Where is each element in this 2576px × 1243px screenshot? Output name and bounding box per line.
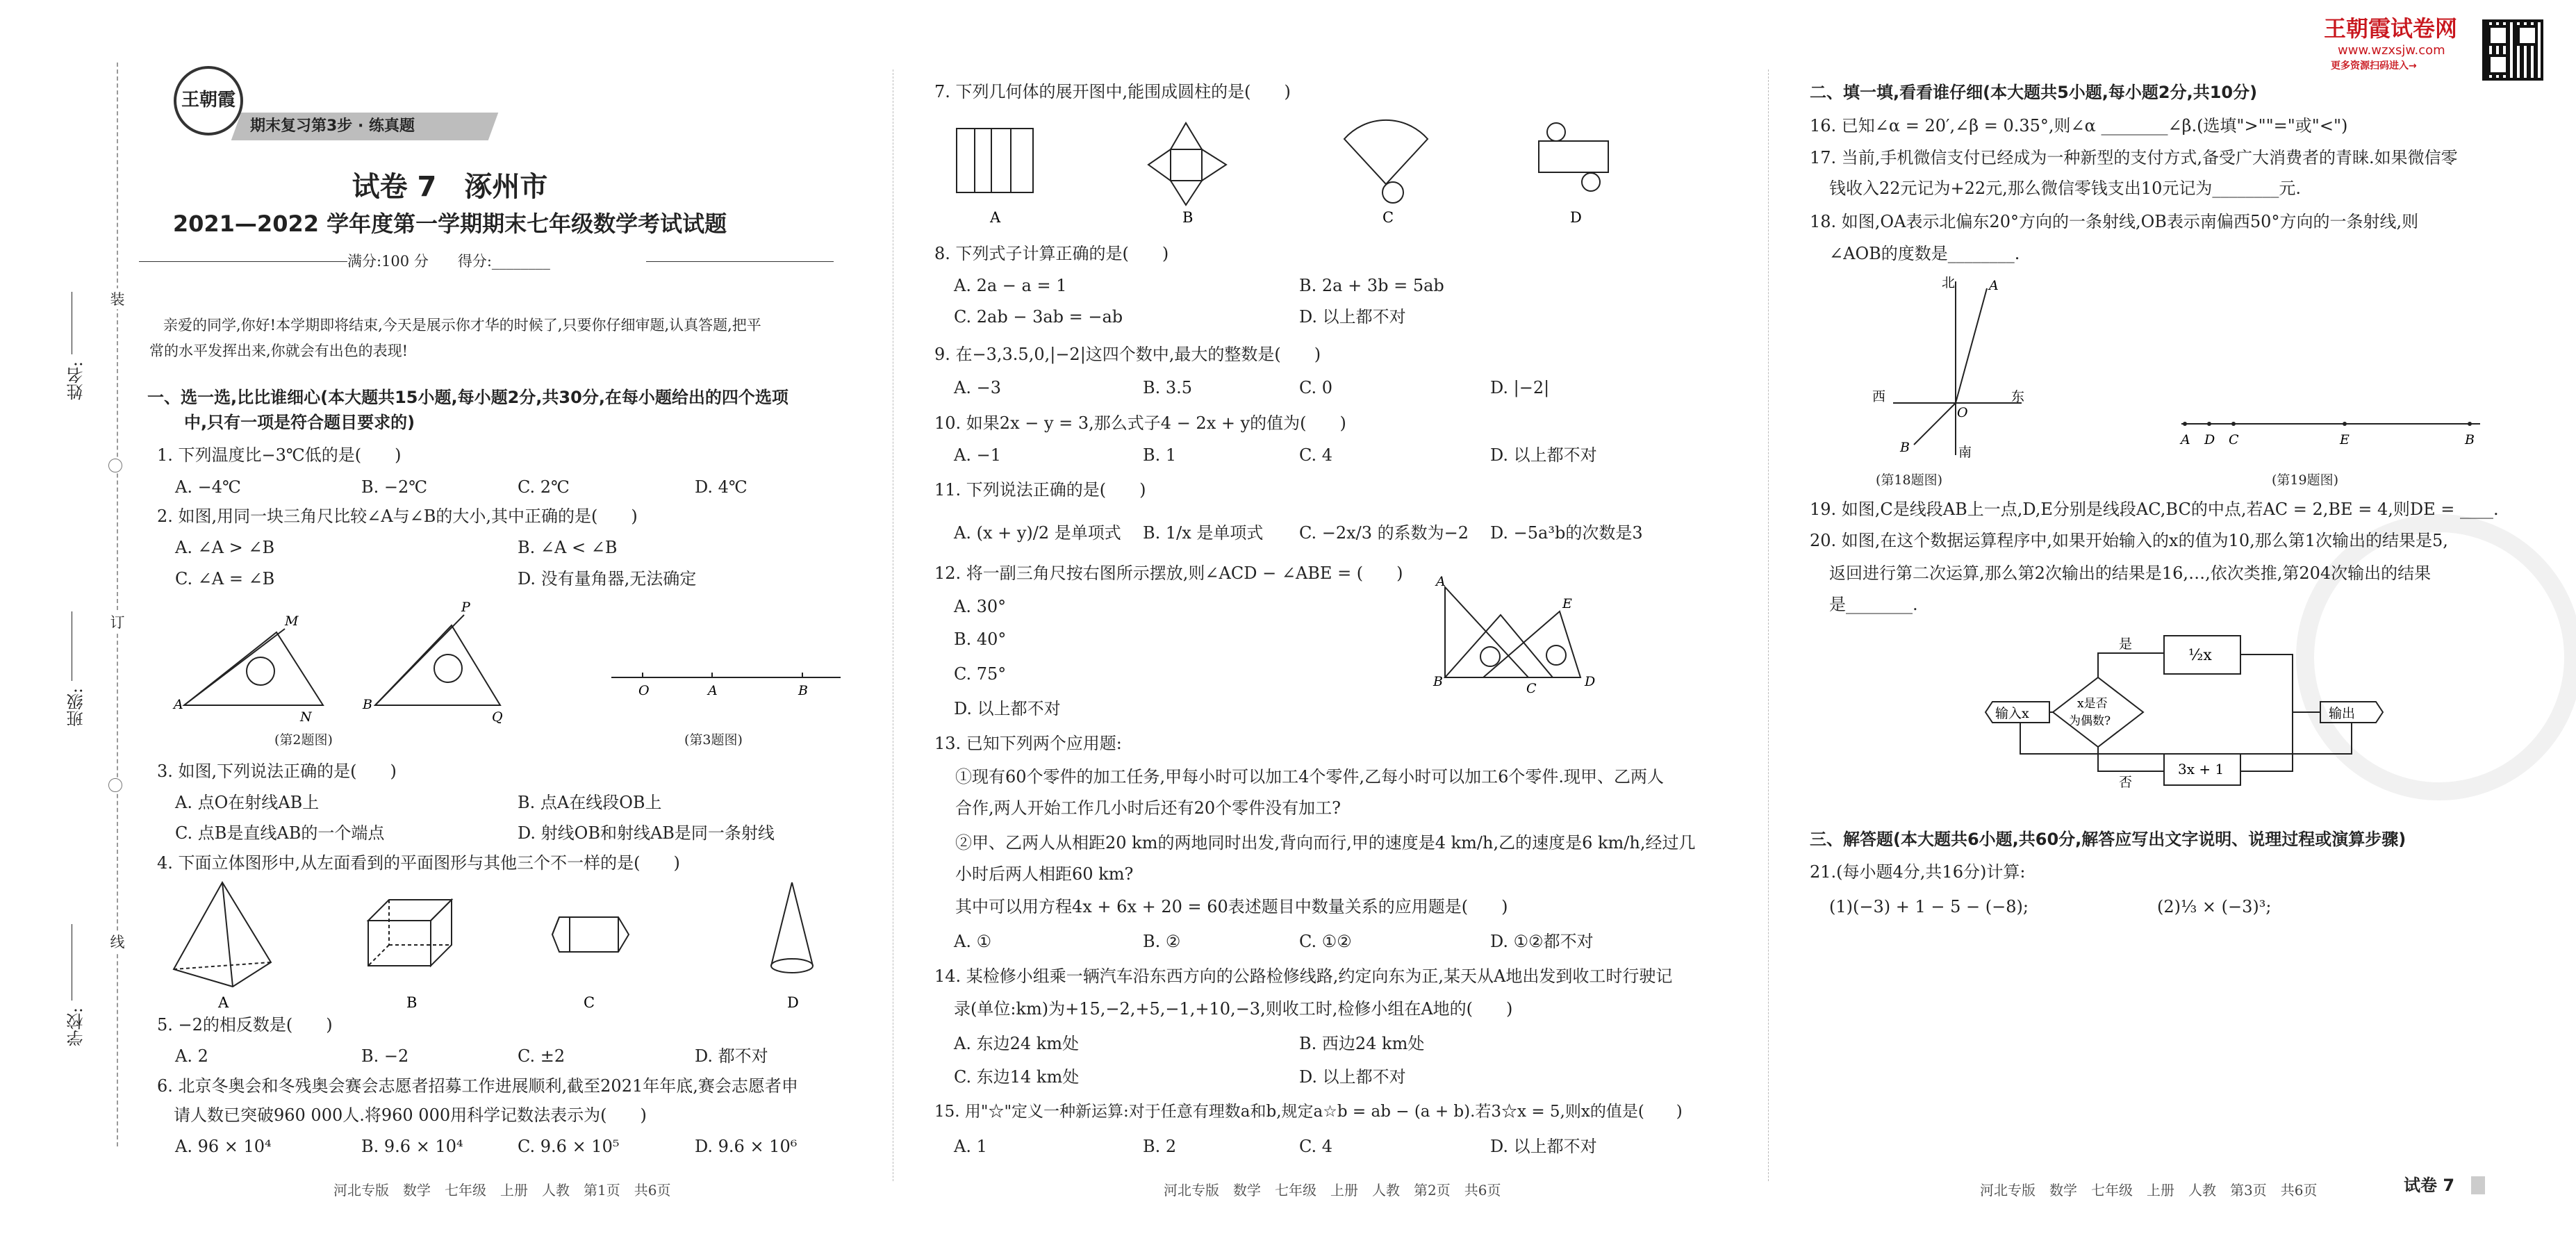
qr-code-icon[interactable] xyxy=(2482,19,2543,81)
punch-hole-2 xyxy=(108,778,122,792)
q3-stem: 3. 如图,下列说法正确的是( ) xyxy=(157,762,397,781)
name-label: 姓名: xyxy=(67,361,86,401)
q3-option-a: A. 点O在射线AB上 xyxy=(175,793,320,812)
section1-heading-1: 一、选一选,比比谁细心(本大题共15小题,每小题2分,共30分,在每小题给出的四个选项 xyxy=(147,388,789,407)
q15-option-c: C. 4 xyxy=(1299,1137,1333,1156)
school-label: 学校: xyxy=(67,1007,86,1047)
q12-figure xyxy=(1428,573,1636,705)
q1-stem: 1. 下列温度比−3℃低的是( ) xyxy=(157,445,402,465)
flow-decision-line2: 为偶数? xyxy=(2069,714,2111,728)
q13-option-c: C. ①② xyxy=(1299,932,1352,951)
q17-stem-2: 钱收入22元记为+22元,那么微信零钱支出10元记为________元. xyxy=(1829,179,2301,198)
fig2-label-p: P xyxy=(461,600,470,615)
brand-scan-hint: 更多资源扫码进入→ xyxy=(2331,60,2417,72)
intro-line-2: 常的水平发挥出来,你就会有出色的表现! xyxy=(149,343,408,359)
q6-option-a: A. 96 × 10⁴ xyxy=(175,1137,272,1156)
page3-footer: 河北专版 数学 七年级 上册 人教 第3页 共6页 xyxy=(1980,1182,2318,1199)
page-3 xyxy=(1782,0,2576,1243)
q19-figure xyxy=(2164,413,2484,455)
fig19-label-b: B xyxy=(2465,432,2475,447)
q3-option-c: C. 点B是直线AB的一个端点 xyxy=(175,823,385,843)
q4-label-c: C xyxy=(584,994,595,1011)
flow-yes-label: 是 xyxy=(2119,636,2133,652)
fig12-label-e: E xyxy=(1562,596,1572,611)
q20-stem-3: 是________. xyxy=(1829,595,1918,614)
paper-title: 试卷 7 涿州市 xyxy=(352,171,548,203)
fig19-label-c: C xyxy=(2229,432,2239,447)
q12-option-a: A. 30° xyxy=(954,597,1007,616)
q2-stem: 2. 如图,用同一块三角尺比较∠A与∠B的大小,其中正确的是( ) xyxy=(157,507,638,526)
paper-subtitle: 2021—2022 学年度第一学期期末七年级数学考试试题 xyxy=(172,211,727,237)
q14-option-d: D. 以上都不对 xyxy=(1299,1067,1406,1087)
score-line: 满分:100 分 得分:________ xyxy=(347,253,550,270)
fig18-label-east: 东 xyxy=(2011,389,2025,404)
q10-option-d: D. 以上都不对 xyxy=(1490,445,1597,465)
q5-option-a: A. 2 xyxy=(175,1046,208,1066)
q13-option-d: D. ①②都不对 xyxy=(1490,932,1594,951)
brand-seal-logo: 王朝霞 xyxy=(174,66,243,135)
q7-figures xyxy=(948,115,1712,233)
q12-option-b: B. 40° xyxy=(954,629,1007,649)
q4-figures xyxy=(167,879,834,1011)
q1-option-a: A. −4℃ xyxy=(175,477,241,497)
q7-label-b: B xyxy=(1182,209,1194,226)
q13-problem1-line1: ①现有60个零件的加工任务,甲每小时可以加工4个零件,乙每小时可以加工6个零件.现甲、乙两人 xyxy=(955,767,1664,787)
q3-caption: (第3题图) xyxy=(684,732,743,748)
flow-odd-box: 3x + 1 xyxy=(2178,761,2224,777)
q8-option-b: B. 2a + 3b = 5ab xyxy=(1299,276,1444,295)
q15-stem: 15. 用"☆"定义一种新运算:对于任意有理数a和b,规定a☆b = ab − (a + b).若3☆x = 5,则x的值是( ) xyxy=(934,1103,1683,1121)
section1-heading-2: 中,只有一项是符合题目要求的) xyxy=(184,413,415,432)
q10-option-b: B. 1 xyxy=(1143,445,1177,465)
q2-figure xyxy=(174,600,563,725)
q2-option-b: B. ∠A < ∠B xyxy=(518,538,618,557)
intro-line-1: 亲爱的同学,你好!本学期即将结束,今天是展示你才华的时候了,只要你仔细审题,认真答题,把平 xyxy=(163,317,761,334)
q5-option-d: D. 都不对 xyxy=(695,1046,768,1066)
side-mark-3: 线 xyxy=(110,931,125,952)
q21-part1: (1)(−3) + 1 − 5 − (−8); xyxy=(1829,897,2029,916)
q6-stem-2: 请人数已突破960 000人.将960 000用科学记数法表示为( ) xyxy=(174,1105,647,1125)
q14-option-a: A. 东边24 km处 xyxy=(954,1034,1080,1053)
q4-stem: 4. 下面立体图形中,从左面看到的平面图形与其他三个不一样的是( ) xyxy=(157,853,680,873)
fig19-label-a: A xyxy=(2181,432,2190,447)
page-2 xyxy=(900,0,1782,1243)
rule-left xyxy=(139,261,347,262)
q2-option-c: C. ∠A = ∠B xyxy=(175,569,275,588)
q10-stem: 10. 如果2x − y = 3,那么式子4 − 2x + y的值为( ) xyxy=(934,413,1346,433)
fig18-label-north: 北 xyxy=(1942,275,1956,290)
fig2-label-m: M xyxy=(285,614,299,629)
fig3-label-o: O xyxy=(638,683,650,698)
fig18-label-b: B xyxy=(1900,440,1910,455)
q11-option-d: D. −5a³b的次数是3 xyxy=(1490,523,1643,543)
q20-stem-1: 20. 如图,在这个数据运算程序中,如果开始输入的x的值为10,那么第1次输出的结果是5, xyxy=(1810,531,2448,550)
q7-label-c: C xyxy=(1382,209,1394,226)
q13-problem2-line1: ②甲、乙两人从相距20 km的两地同时出发,背向而行,甲的速度是4 km/h,乙的速度是6 km/h,经过几 xyxy=(955,833,1696,853)
fig12-label-d: D xyxy=(1585,674,1596,689)
q13-problem2-line2: 小时后两人相距60 km? xyxy=(955,864,1134,884)
q6-stem-1: 6. 北京冬奥会和冬残奥会赛会志愿者招募工作进展顺利,截至2021年年底,赛会志愿者申 xyxy=(157,1076,798,1096)
q12-option-c: C. 75° xyxy=(954,664,1007,684)
punch-hole-1 xyxy=(108,459,122,472)
q14-option-b: B. 西边24 km处 xyxy=(1299,1034,1425,1053)
side-mark-1: 装 xyxy=(110,288,125,309)
q19-caption: (第19题图) xyxy=(2272,472,2339,488)
rule-right xyxy=(646,261,834,262)
q7-label-a: A xyxy=(990,209,1001,226)
paper-number-tag: 试卷 7 xyxy=(2404,1176,2455,1195)
q18-caption: (第18题图) xyxy=(1876,472,1943,488)
q18-stem-2: ∠AOB的度数是________. xyxy=(1829,244,2020,263)
q11-option-b: B. 1/x 是单项式 xyxy=(1143,523,1264,543)
fig3-label-a: A xyxy=(708,683,718,698)
q16-stem: 16. 已知∠α = 20′,∠β = 0.35°,则∠α ________∠β.(选填">""="或"<") xyxy=(1810,116,2348,135)
q4-label-d: D xyxy=(787,994,799,1011)
q9-option-a: A. −3 xyxy=(954,378,1001,397)
fig2-label-q: Q xyxy=(492,709,503,725)
q6-option-b: B. 9.6 × 10⁴ xyxy=(361,1137,463,1156)
q5-stem: 5. −2的相反数是( ) xyxy=(157,1015,333,1035)
q12-option-d: D. 以上都不对 xyxy=(954,699,1061,718)
q4-label-a: A xyxy=(218,994,229,1011)
q20-flowchart xyxy=(1980,625,2425,806)
fig19-label-e: E xyxy=(2340,432,2350,447)
q10-option-c: C. 4 xyxy=(1299,445,1333,465)
q8-option-a: A. 2a − a = 1 xyxy=(954,276,1067,295)
q2-caption: (第2题图) xyxy=(274,732,333,748)
page1-footer: 河北专版 数学 七年级 上册 人教 第1页 共6页 xyxy=(333,1182,671,1199)
fig12-label-b: B xyxy=(1433,674,1443,689)
q3-option-d: D. 射线OB和射线AB是同一条射线 xyxy=(518,823,775,843)
fig12-label-c: C xyxy=(1526,681,1537,696)
q14-option-c: C. 东边14 km处 xyxy=(954,1067,1080,1087)
flow-no-label: 否 xyxy=(2119,775,2133,790)
q12-stem: 12. 将一副三角尺按右图所示摆放,则∠ACD − ∠ABE = ( ) xyxy=(934,563,1403,583)
q15-option-a: A. 1 xyxy=(954,1137,987,1156)
q18-figure xyxy=(1872,274,2046,476)
q9-stem: 9. 在−3,3.5,0,|−2|这四个数中,最大的整数是( ) xyxy=(934,345,1321,364)
flow-half-box: ½x xyxy=(2188,647,2212,664)
fig2-label-b: B xyxy=(363,697,372,712)
banner-text: 期末复习第3步 · 练真题 xyxy=(250,117,415,135)
q2-option-a: A. ∠A > ∠B xyxy=(175,538,275,557)
fig19-label-d: D xyxy=(2204,432,2215,447)
q5-option-c: C. ±2 xyxy=(518,1046,565,1066)
brand-name: 王朝霞试卷网 xyxy=(2324,15,2458,42)
q7-label-d: D xyxy=(1570,209,1582,226)
q11-option-c: C. −2x/3 的系数为−2 xyxy=(1299,523,1469,543)
fig18-label-west: 西 xyxy=(1872,389,1886,404)
q6-option-c: C. 9.6 × 10⁵ xyxy=(518,1137,620,1156)
q15-option-d: D. 以上都不对 xyxy=(1490,1137,1597,1156)
q4-label-b: B xyxy=(406,994,418,1011)
q19-stem: 19. 如图,C是线段AB上一点,D,E分别是线段AC,BC的中点,若AC = 2,BE = 4,则DE = ____. xyxy=(1810,500,2499,519)
q3-figure xyxy=(604,667,848,709)
section3-heading: 三、解答题(本大题共6小题,共60分,解答应写出文字说明、说理过程或演算步骤) xyxy=(1810,830,2406,849)
fig2-label-a: A xyxy=(174,697,183,712)
q10-option-a: A. −1 xyxy=(954,445,1001,465)
q20-stem-2: 返回进行第二次运算,那么第2次输出的结果是16,…,依次类推,第204次输出的结果 xyxy=(1829,563,2431,583)
flow-decision-line1: x是否 xyxy=(2077,697,2108,711)
q13-option-a: A. ① xyxy=(954,932,992,951)
q13-problem1-line2: 合作,两人开始工作几小时后还有20个零件没有加工? xyxy=(955,798,1341,818)
tag-bar xyxy=(2471,1176,2485,1194)
q5-option-b: B. −2 xyxy=(361,1046,409,1066)
page2-footer: 河北专版 数学 七年级 上册 人教 第2页 共6页 xyxy=(1164,1182,1501,1199)
q6-option-d: D. 9.6 × 10⁶ xyxy=(695,1137,798,1156)
q14-stem-2: 录(单位:km)为+15,−2,+5,−1,+10,−3,则收工时,检修小组在A地的( ) xyxy=(954,999,1513,1019)
q1-option-d: D. 4℃ xyxy=(695,477,748,497)
q13-option-b: B. ② xyxy=(1143,932,1181,951)
q9-option-b: B. 3.5 xyxy=(1143,378,1193,397)
q13-stem: 13. 已知下列两个应用题: xyxy=(934,734,1122,753)
class-label: 班级: xyxy=(67,688,86,727)
fig12-label-a: A xyxy=(1436,574,1446,589)
q21-part2: (2)⅓ × (−3)³; xyxy=(2157,897,2272,916)
q7-stem: 7. 下列几何体的展开图中,能围成圆柱的是( ) xyxy=(934,82,1291,101)
page-1 xyxy=(0,0,900,1243)
q8-option-c: C. 2ab − 3ab = −ab xyxy=(954,307,1123,327)
q8-option-d: D. 以上都不对 xyxy=(1299,307,1406,327)
q1-option-b: B. −2℃ xyxy=(361,477,428,497)
flow-output-label: 输出 xyxy=(2329,706,2356,721)
fig2-label-n: N xyxy=(300,709,312,725)
side-mark-2: 订 xyxy=(110,611,125,632)
q2-option-d: D. 没有量角器,无法确定 xyxy=(518,569,697,588)
q13-question: 其中可以用方程4x + 6x + 20 = 60表述题目中数量关系的应用题是( ) xyxy=(955,897,1508,916)
q9-option-c: C. 0 xyxy=(1299,378,1333,397)
q18-stem-1: 18. 如图,OA表示北偏东20°方向的一条射线,OB表示南偏西50°方向的一条射线,则 xyxy=(1810,212,2419,231)
q15-option-b: B. 2 xyxy=(1143,1137,1177,1156)
fig18-label-a: A xyxy=(1989,278,1999,293)
q21-stem: 21.(每小题4分,共16分)计算: xyxy=(1810,862,2026,882)
q17-stem-1: 17. 当前,手机微信支付已经成为一种新型的支付方式,备受广大消费者的青睐.如果微信零 xyxy=(1810,148,2458,167)
brand-url[interactable]: www.wzxsjw.com xyxy=(2338,43,2445,58)
q3-option-b: B. 点A在线段OB上 xyxy=(518,793,662,812)
q11-option-a: A. (x + y)/2 是单项式 xyxy=(954,523,1121,543)
q11-stem: 11. 下列说法正确的是( ) xyxy=(934,480,1146,500)
flow-input-label: 输入x xyxy=(1995,706,2029,721)
fig18-label-south: 南 xyxy=(1958,445,1972,460)
section2-heading: 二、填一填,看看谁仔细(本大题共5小题,每小题2分,共10分) xyxy=(1810,83,2258,102)
q14-stem-1: 14. 某检修小组乘一辆汽车沿东西方向的公路检修线路,约定向东为正,某天从A地出发到收工时行驶记 xyxy=(934,966,1673,986)
q8-stem: 8. 下列式子计算正确的是( ) xyxy=(934,244,1169,263)
q9-option-d: D. |−2| xyxy=(1490,378,1550,397)
fig3-label-b: B xyxy=(798,683,808,698)
q1-option-c: C. 2℃ xyxy=(518,477,570,497)
fig18-label-o: O xyxy=(1957,405,1968,420)
